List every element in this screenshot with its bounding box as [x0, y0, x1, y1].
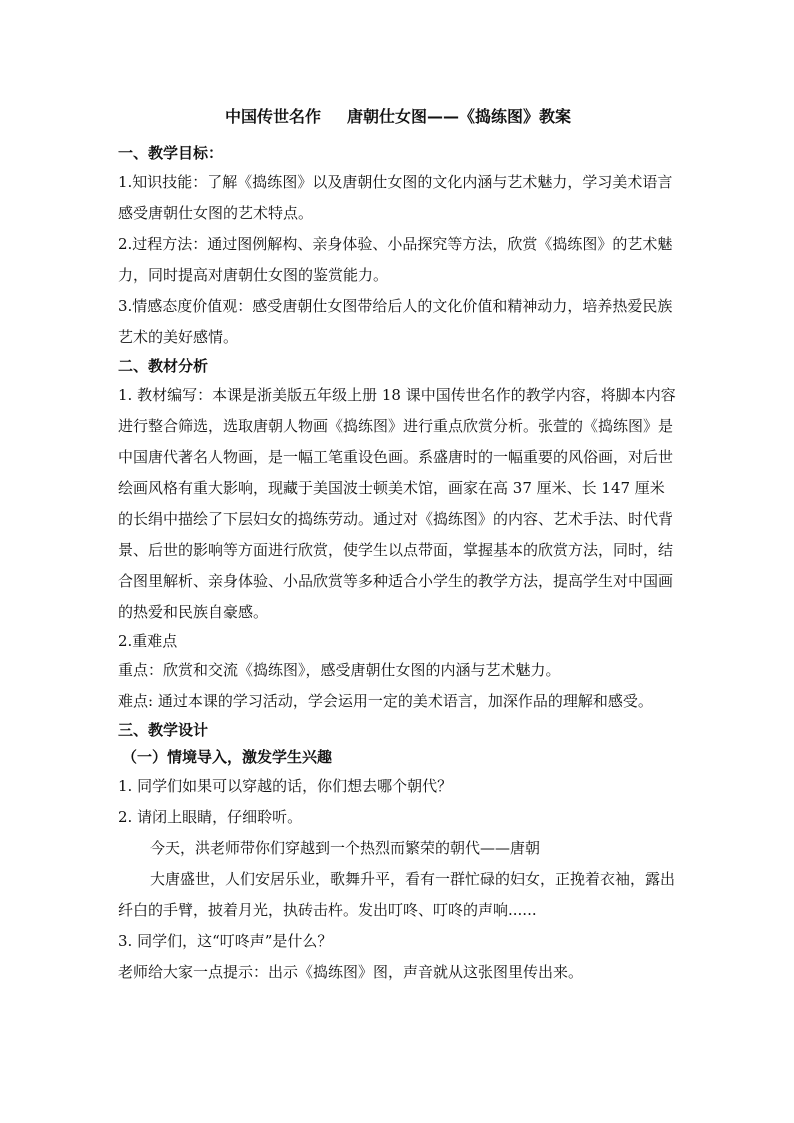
section-heading-design: 三、教学设计 [118, 721, 209, 739]
design-step-2: 2. 请闭上眼睛，仔细聆听。 [118, 808, 303, 826]
objective-emotion: 3.情感态度价值观：感受唐朝仕女图带给后人的文化价值和精神动力，培养热爱民族艺术的美好感情。 [118, 297, 673, 346]
document-page [118, 104, 678, 988]
title-left: 中国传世名作 [224, 107, 321, 126]
design-hint: 老师给大家一点提示：出示《捣练图》图，声音就从这张图里传出来。 [118, 963, 584, 981]
key-points-label: 2.重难点 [118, 632, 178, 650]
subsection-heading-intro: （一）情境导入，激发学生兴趣 [122, 748, 333, 766]
objective-knowledge: 1.知识技能：了解《捣练图》以及唐朝仕女图的文化内涵与艺术魅力，学习美术语言感受唐朝仕女图的艺术特点。 [118, 173, 673, 222]
title-right: 唐朝仕女图——《捣练图》教案 [347, 107, 572, 126]
section-heading-objectives: 一、教学目标： [118, 144, 224, 162]
document-title [118, 104, 678, 130]
section-heading-material: 二、教材分析 [118, 357, 209, 375]
objective-process: 2.过程方法：通过图例解构、亲身体验、小品探究等方法，欣赏《捣练图》的艺术魅力，同时提高对唐朝仕女图的鉴赏能力。 [118, 235, 673, 284]
material-writing: 1. 教材编写：本课是浙美版五年级上册 18 课中国传世名作的教学内容，将脚本内容进行整合筛选，选取唐朝人物画《捣练图》进行重点欣赏分析。张萱的《捣练图》是中国唐代著名人物画，是一幅工笔重设色画。系盛唐时的一幅重要的风俗画，对后世绘画风格有重大影响，现藏于美国波士顿美术馆，画家在高 37 厘米、长 147 厘米的长绢中描绘了下层妇女的捣练劳动。通过对《捣练图》的内容、艺术手法、时代背景、后世的影响等方面进行欣赏，使学生以点带面，掌握基本的欣赏方法，同时，结合图里解析、亲身体验、小品欣赏等多种适合小学生的教学方法，提高学生对中国画的热爱和民族自豪感。 [118, 386, 676, 621]
key-point: 重点：欣赏和交流《捣练图》，感受唐朝仕女图的内涵与艺术魅力。 [118, 661, 561, 679]
design-narration-1: 今天，洪老师带你们穿越到一个热烈而繁荣的朝代——唐朝 [150, 839, 541, 857]
design-step-3: 3. 同学们，这“叮咚声”是什么？ [118, 932, 333, 950]
difficult-point: 难点: 通过本课的学习活动，学会运用一定的美术语言，加深作品的理解和感受。 [118, 692, 653, 710]
design-step-1: 1. 同学们如果可以穿越的话，你们想去哪个朝代？ [118, 777, 453, 795]
design-narration-2: 大唐盛世，人们安居乐业，歌舞升平，看有一群忙碌的妇女，正挽着衣袖，露出纤白的手臂，披着月光，执砖击杵。发出叮咚、叮咚的声响...... [118, 870, 676, 919]
